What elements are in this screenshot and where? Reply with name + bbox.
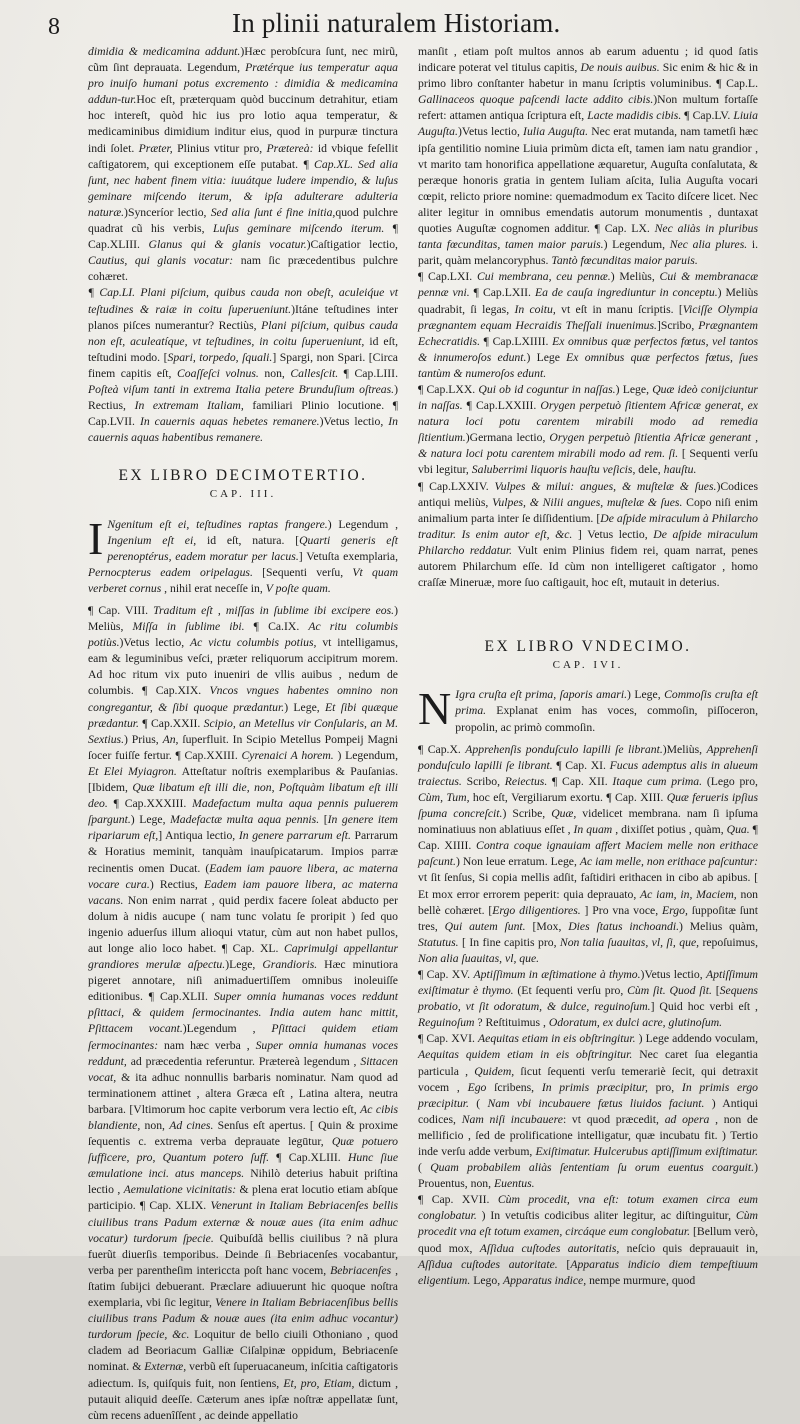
italic-quotation: Prætérque ius temperatur aqua pro inuiſo humani potus excremento : dimidia & medicamina addun- <box>88 61 399 107</box>
italic-quotation: ¶ Cap.XL. Sed alia ſunt, nec habent finem vitia: iuuátque ludere impendio, & luſus geminare miſcendo iterum, & ipſa adulterare adulteria naturæ. <box>88 157 399 219</box>
italic-quotation: Vt quam verberet cornus <box>88 565 399 595</box>
commentary-text: ¶ Cap. XII. <box>547 774 613 788</box>
paragraph <box>88 285 398 446</box>
commentary-text: ¶ Cap.LXXIV. <box>418 479 495 493</box>
italic-quotation: Aemulatione vicinitatis: <box>123 1183 237 1197</box>
commentary-text: id eſt, teſtudini modo. [ <box>88 334 398 364</box>
commentary-text: vt ſit ſenſus, Si copia mellis adſit, faſtidiri erithacen in cibo ab apibus. [ Et mox error errorem peperit: quia deprauato, <box>418 871 758 901</box>
drop-cap: I <box>88 512 104 564</box>
commentary-text: [Mox, <box>525 919 569 933</box>
italic-quotation: Nec alia plures. <box>669 238 748 252</box>
commentary-text: quod pulchre quadrat cũ his verbis, <box>88 205 398 236</box>
paragraph <box>418 44 758 269</box>
italic-quotation: Quæ libatum eſt illi die, non, Poſtquàm libatum eſt illi deo. <box>88 781 399 811</box>
italic-quotation: Cùm ſit. Quod ſit. <box>627 984 712 998</box>
italic-quotation: Ingenium eſt ei, <box>107 533 197 547</box>
commentary-text: dictum , putauit aliquid deeſſe. Cæterum anes ipſæ noſtræ appellatæ ſunt, cùm recens aduenîſſent , ac deinde appellatio <box>88 1376 399 1422</box>
commentary-text: )Itáne teſtudines inter planos piſces numerantur? Rectiùs, <box>88 302 398 332</box>
commentary-text: [ <box>557 1257 571 1271</box>
commentary-text: )Caſtigatior lectio, <box>306 238 398 252</box>
commentary-text: ) Legendum, <box>603 238 670 252</box>
italic-quotation: Cùm, Tum, <box>418 790 470 804</box>
commentary-text: hoc eſt, Vergiliarum exortu. ¶ Cap. XIII. <box>469 790 667 804</box>
italic-quotation: Grandioris. <box>262 958 318 972</box>
italic-quotation: Externæ, <box>144 1360 187 1374</box>
italic-quotation: Contra coque ignauiam affert Maciem melle non erithace paſcunt. <box>418 839 759 869</box>
paragraph <box>418 1031 758 1192</box>
italic-quotation: Cùm procedit, vna eſt: totum examen circa eum conglobatur. <box>418 1193 758 1223</box>
paragraph <box>418 479 758 592</box>
italic-quotation: Euentus. <box>493 1177 535 1191</box>
commentary-text: Explanat enim has voces, commoſin, piſſoceron, propolin, ac primò commoſin. <box>455 704 758 734</box>
commentary-text: ] Vetuſta exemplaria, <box>298 549 399 563</box>
italic-quotation: Pſittaci quidem etiam ſermocinantes: <box>88 1022 399 1052</box>
commentary-text: ¶ Cap.LXIIII. <box>480 334 553 348</box>
commentary-text: repoſuimus, <box>699 935 758 949</box>
italic-quotation: Coaſſeſci volnus. <box>177 366 259 380</box>
commentary-text: ) Non leue erratum. Lege, <box>455 855 580 869</box>
italic-quotation: Non talia ſuauitas, vl, ſi, que, <box>559 935 700 949</box>
italic-quotation: Pernocpterus eadem oripelagus. <box>88 565 253 579</box>
italic-quotation: Apparatus indicio diem tempeſtiuum eligentium. <box>418 1257 758 1287</box>
paragraph <box>88 603 398 1424</box>
italic-quotation: Cùm procedit vna eſt totum examen, circáque eum conglobatur. <box>418 1209 758 1239</box>
commentary-text: ¶ Cap.LIII. <box>338 366 398 380</box>
commentary-text: ) Antiqui codices, <box>418 1096 758 1126</box>
commentary-text: ) Meliùs, <box>610 270 660 284</box>
commentary-text: , dele, <box>632 463 664 477</box>
commentary-text: ¶ Cap. XV. <box>418 967 474 981</box>
italic-quotation: Aſſidua cuſtodes autoritate. <box>418 1257 558 1271</box>
commentary-text: ) Lege, <box>284 700 326 714</box>
italic-quotation: Quæ ferueris ipſius ſpuma concreſcit. <box>418 790 759 821</box>
italic-quotation: Cui & membranacæ pennæ vni. <box>418 270 759 300</box>
commentary-text: ¶ Cap.XLII. <box>148 990 214 1004</box>
commentary-text: Lego, <box>470 1273 504 1287</box>
commentary-text: Plinius vtitur pro, <box>172 141 267 155</box>
italic-quotation: Aſſidua cuſtodes autoritatis, <box>479 1241 620 1255</box>
italic-quotation: Ergo, <box>662 903 688 917</box>
commentary-text: ſcribens, <box>486 1080 542 1094</box>
italic-quotation: Gallinaceos quoque paſcendi lacte addito cibis. <box>418 93 654 107</box>
italic-quotation: Prætereà: <box>266 141 314 155</box>
paragraph <box>418 967 758 1031</box>
commentary-text: ) Melius quàm, <box>679 919 759 933</box>
paragraph <box>418 742 758 967</box>
commentary-text: nempe murmure, quod <box>586 1273 696 1287</box>
commentary-text: ſuppoſitæ ſunt tres, <box>418 903 758 933</box>
commentary-text: ¶ Cap. XVI. <box>418 1032 479 1046</box>
commentary-text: ( <box>468 1096 488 1110</box>
italic-quotation: Eadem iam pauore libera, ac materna vocare cura. <box>88 861 398 891</box>
commentary-text: )Lege, <box>225 958 263 972</box>
commentary-text: )Germana lectio, <box>465 431 550 445</box>
italic-quotation: De aſpide miraculum Philarcho reddatur. <box>418 527 758 557</box>
commentary-text: nam hæc verba , <box>158 1038 256 1052</box>
commentary-text: nam ſic præcedentibus pulchre cohæret. <box>88 254 398 284</box>
italic-quotation: De nouis auibus. <box>580 61 660 75</box>
page-number: 8 <box>48 14 60 40</box>
italic-quotation: Qua. <box>726 823 750 837</box>
commentary-text: [Sequenti verſu, <box>252 565 353 579</box>
commentary-text: Nec caret ſua elegantia particula , <box>418 1048 758 1078</box>
italic-quotation: Orygen perpetuò ſitientem Africæ generat, ex natura loci potu carentem mirabili modo ad remedia ſitientium. <box>418 399 758 445</box>
commentary-text: Loquitur de bello ciuili Othoniano , quod cladem ad Beoriacum Galliæ Ciſalpinæ oppidum, Bebriacenſe nominat. & <box>88 1328 398 1374</box>
italic-quotation: In primis præcipitur, <box>541 1080 648 1094</box>
commentary-text: familiari Plinio locutione. ¶ Cap.LVII. <box>88 399 398 429</box>
commentary-text: )Vetus lectio, <box>457 125 524 139</box>
commentary-text: )Non multum fortaſſe refert: attamen antiqua ſcriptura eſt, <box>418 93 758 123</box>
commentary-text: ) Prouentus, non, <box>418 1161 758 1191</box>
italic-quotation: Ex omnibus quæ perfectos fœtus, ſues tantùm & numeroſos edunt. <box>418 350 759 380</box>
commentary-text: ¶ Cap.LV. <box>681 109 734 123</box>
italic-quotation: Nam niſi incubauere <box>461 1112 563 1126</box>
italic-quotation: V poſte quam. <box>265 581 331 595</box>
commentary-text: ¶ Cap. XI. <box>552 758 610 772</box>
italic-quotation: In quam <box>573 823 613 837</box>
italic-quotation: Ea de cauſa ingrediuntur in conceptu. <box>534 286 718 300</box>
commentary-text: : vt quod præcedit, <box>562 1112 665 1126</box>
left-column <box>88 44 399 1422</box>
italic-quotation: In coitu, <box>514 302 556 316</box>
italic-quotation: Super omnia humanas voces reddunt, <box>88 1038 399 1068</box>
italic-quotation: Vulpes, & Nilii angues, muſtelæ & ſues. <box>492 495 683 509</box>
commentary-text: ) Lege <box>526 350 567 364</box>
italic-quotation: Dies ſtatus inchoandi. <box>568 919 680 933</box>
commentary-text: Hoc eſt, præterquam quòd buccinum detrahitur, etiam hoc intereſt, quòd hic ius pro lotio aqua temperatur, & medicaminibus dimidium inditur eius, quod in purpuræ tinctura indi ſolet. <box>88 93 398 155</box>
commentary-text: ( <box>418 1161 431 1175</box>
commentary-text: ) Lege, <box>627 688 665 702</box>
paragraph <box>418 1192 758 1289</box>
italic-quotation: Miſſa in ſublime ibi. <box>132 620 245 634</box>
italic-quotation: Cyrenaici A horem. <box>241 748 334 762</box>
italic-quotation: Glanus qui & glanis vocatur. <box>148 238 307 252</box>
italic-quotation: Et Elei Myiagron. <box>88 764 177 778</box>
italic-quotation: Saluberrimi liquoris hauſtu veſicis <box>471 463 633 477</box>
italic-quotation: hauſtu. <box>663 463 697 477</box>
commentary-text: Nec erat mutanda, nam tametſi hæc ipſa gentilitio nomine Liuia primùm dicta eſt, tamen iam natu grandior , vt marito tam honorifica appellatione æquaretur, Auguſta conſalutata, & peræque honoris gratia in gentem Iuliam aſcita, Iulia Auguſta vocari cœpit, relicto priore nomine: quemadmodum ex Tacito diſcere licet. Nec aliter legitur in omnibus emendatis autorum monumentis , duntaxat quoties Auguſtæ cognomen additur. ¶ Cap. LX. <box>418 125 759 236</box>
commentary-text: )Vetus lectio, <box>319 415 389 429</box>
commentary-text: [ <box>711 984 720 998</box>
commentary-text: i. parit, quàm melancoryphus. <box>418 238 759 268</box>
chapter-heading: CAP. III. <box>209 488 277 501</box>
italic-quotation: Ad cines. <box>169 1119 214 1132</box>
italic-quotation: Super omnia humanas voces reddunt pſittaci, & quidem ſermocinantes. India autem hanc mittit, Pſittacem vocant. <box>88 990 398 1036</box>
italic-quotation: Ac cibis blandiente, <box>88 1102 398 1132</box>
italic-quotation: In genere item ripariarum eſt, <box>88 813 398 843</box>
commentary-text: vt intelligamus, eam & leguminibus veſci, præter reliquorum accipitrum morem. Ad hoc ritum vix puto inueniri de vllis auibus , nedum de columbis. <box>88 636 399 698</box>
italic-quotation: ¶ Cap.LI. Plani piſcium, quibus cauda non obeſt, aculeiq́ue vt teſtudines & raiæ in coitu ſuperueniunt. <box>88 286 398 316</box>
commentary-text: Atteſtatur noſtris exemplaribus & Pauſanias. [Ibidem, <box>88 764 399 795</box>
commentary-text: ) Lege addendo voculam, <box>635 1032 758 1046</box>
commentary-text: )Legendum , <box>182 1022 272 1036</box>
italic-quotation: Apprehenſi ponduſculo lapilli ſe librant. <box>418 742 758 772</box>
commentary-text: ) Meliùs, <box>88 604 398 634</box>
commentary-text: ¶ Cap.XXXIII. <box>107 797 193 811</box>
commentary-text: Senſus eſt apertus. [ Quin & proxime ſequentis c. extrema verba deprauate legūtur, <box>88 1119 398 1149</box>
commentary-text: ¶ Cap. XVII. <box>418 1193 498 1207</box>
paragraph <box>418 269 758 382</box>
commentary-text: manſit , etiam poſt multos annos ab earum aduentu ; id quod ſatis indicare poterat vel titulus capitis, <box>418 45 758 75</box>
commentary-text: ) Scribe, <box>502 807 552 821</box>
commentary-text: ) Lege, <box>130 813 171 827</box>
commentary-text: , nihil erat neceſſe in, <box>161 581 266 595</box>
italic-quotation: Præter, <box>138 141 173 155</box>
italic-quotation: Quæ ideò conijciuntur in naſſas. <box>418 382 758 413</box>
chapter-heading: CAP. IVI. <box>552 659 624 672</box>
right-column <box>418 44 759 1287</box>
italic-quotation: Vncos vngues habentes omnino non congregantur, & ſibi quoque prædantur. <box>88 684 398 714</box>
italic-quotation: Aptiſſimum in æſtimatione à thymo. <box>473 967 641 981</box>
commentary-text: non bellè cohæret. [ <box>418 887 758 917</box>
commentary-text: ad præcedentia referuntur. Prætereà legendum , <box>126 1054 361 1068</box>
commentary-text: ¶ Cap.XLIII. <box>269 1151 348 1165</box>
italic-quotation: In extremam Italiam, <box>134 399 244 413</box>
italic-quotation: Quidem, <box>474 1064 515 1078</box>
italic-quotation: Venere in Italiam Bebriacenſibus bellis ciuilibus trans Padum & nouæ aues (ita enim adhuc vocantur) turdorum ſpecie, &c. <box>88 1296 398 1342</box>
paragraph <box>418 683 758 735</box>
italic-quotation: Viciſſe Olympia prægnantem equam Hecraidis Theſſali inuenimus. <box>418 302 758 332</box>
commentary-text: ] Vetus lectio, <box>572 527 654 541</box>
commentary-text: )Vetus lectio, <box>640 967 707 981</box>
commentary-text: ¶ Cap.LXI. <box>418 270 477 284</box>
book-heading: EX LIBRO VNDECIMO. <box>484 638 692 656</box>
commentary-text: [ Sequenti verſu vbi legitur, <box>418 447 758 477</box>
commentary-text: ¶ Ca.IX. <box>244 620 309 634</box>
commentary-text: ¶ Cap.LXXIII. <box>462 399 541 413</box>
paragraph <box>88 44 398 285</box>
italic-quotation: Orygen perpetuò ſitientia Africæ generant , & natura loci potu carentem mirabili modo ad rem. ſi. <box>418 431 758 461</box>
italic-quotation: Callesſcit. <box>290 366 339 380</box>
italic-quotation: Scipio, an Metellus vir Conſularis, an M. Sextius. <box>88 716 398 746</box>
commentary-text: Nihilò deterius habuit priſtina lectio , <box>88 1167 398 1197</box>
italic-quotation: De aſpide miraculum à Philarcho traditur. Is enim autor eſt, &c. <box>418 511 758 541</box>
italic-quotation: Prægnantem Echecratidis. <box>418 318 758 348</box>
italic-quotation: An, <box>162 732 179 746</box>
italic-quotation: Quæ, <box>551 807 577 821</box>
italic-quotation: Ex omnibus quæ perfectos fœtus, vel tantos & innumeroſos edunt. <box>418 334 758 364</box>
commentary-text: ? Reſtituimus , <box>474 1016 549 1030</box>
commentary-text: videlicet membrana. nam ſi ipſuma nominatiuus non ablatiuus eſſet , <box>418 807 759 837</box>
italic-quotation: Madefactæ multa aqua pennis. <box>170 813 320 827</box>
italic-quotation: Apprehenſis ponduſculo lapilli ſe librant. <box>465 742 663 756</box>
italic-quotation: Igra cruſta eſt prima, ſaporis amari. <box>455 688 628 702</box>
commentary-text: ¶ Cap. XIIII. <box>418 823 758 853</box>
italic-quotation: Non alia ſuauitas, vl, que. <box>418 951 540 965</box>
italic-quotation: Ac victu columbis potius, <box>190 636 317 650</box>
running-title: In plinii naturalem Historiam. <box>232 8 561 38</box>
italic-quotation: Itaque cum prima. <box>612 774 703 788</box>
commentary-text: non, <box>140 1119 170 1132</box>
italic-quotation: Sed alia ſunt é fine initia, <box>210 205 336 219</box>
italic-quotation: Ergo diligentiores. <box>492 903 581 917</box>
commentary-text: ] Antiqua lectio, <box>158 829 239 843</box>
commentary-text: ¶ Cap. VIII. <box>88 604 154 617</box>
commentary-text: , dixiſſet potius , quàm, <box>612 823 727 837</box>
italic-quotation: Vulpes & milui: angues, & muſtelæ & ſues. <box>494 479 717 493</box>
commentary-text: Sic enim & hic & in primo libro conſtanter habetur in manu ſcriptis voluminibus. ¶ Cap.L. <box>418 61 759 91</box>
italic-quotation: Cui membrana, ceu pennæ. <box>476 270 611 284</box>
commentary-text: ) In vetuſtis codicibus aliter legitur, ac diſtinguitur, <box>476 1209 736 1223</box>
italic-quotation: Exiſtimatur. Hulcerubus aptiſſimum exiſtimatur. <box>535 1145 758 1158</box>
commentary-text: ¶ Cap.XIX. <box>142 684 210 698</box>
italic-quotation: Aptiſſimum exiſtimatur è thymo. <box>418 967 758 998</box>
commentary-text: )Synceríor lectio, <box>124 205 211 219</box>
italic-quotation: Cautius, qui glanis vocatur: <box>88 254 234 268</box>
commentary-text: non, <box>258 366 291 380</box>
commentary-text: Hæc minutiora pigeret annotare, niſi animaduertiſſem omnibus inoleuiſſe editionibus. <box>88 958 399 1004</box>
italic-quotation: Ac iam, in, Maciem, <box>640 887 737 901</box>
commentary-text: & ita adhuc nonnullis barbaris nominatur. Nam quod ad terminationem attinet , altera Græca eſt , Latina altera, neutra barbara. [Vltimorum hoc capite verborum vera lectio eſt, <box>88 1070 398 1116</box>
italic-quotation: Odoratum, ex dulci acre, glutinoſum. <box>548 1016 723 1030</box>
commentary-text: )Codices antiqui meliùs, <box>418 479 759 509</box>
italic-quotation: In genere parrarum eſt. <box>238 829 351 843</box>
commentary-text: Non enim narrat , quid perdix facere ſoleat abducto per dolum à nidis aucupe ( nam tunc volatu ſe proripit ) ſed quo ingenio aduerſus illum alioqui vtatur, cùm aut non habet pullos, aut longe alio loco habet. <box>88 893 398 955</box>
commentary-text: neſcio quis deprauauit in, <box>619 1241 758 1255</box>
commentary-text: ¶ Cap.XLIII. <box>88 222 399 252</box>
commentary-text: , non de mellificio , ſed de prolificatione intelligatur, quæ incubatu fit. ) Tertio inde verſu adde verbum, <box>418 1112 758 1158</box>
italic-quotation: Et ſibi quæque prædantur. <box>88 700 398 730</box>
italic-quotation: Poſteà viſum tanti in extrema Italia petere Brunduſium oſtreas. <box>88 382 395 396</box>
italic-quotation: In primis ergo præcipitur. <box>418 1080 759 1110</box>
book-heading: EX LIBRO DECIMOTERTIO. <box>118 467 368 485</box>
commentary-text: (Lego pro, <box>702 774 758 788</box>
italic-quotation: Commoſis cruſta eſt prima. <box>455 688 758 718</box>
commentary-text: ¶ Cap.X. <box>418 742 466 756</box>
commentary-text: Scribo, <box>461 774 505 788</box>
italic-quotation: Statutus. <box>418 935 459 949</box>
italic-quotation: In cauernis aquas hebetes remanere. <box>139 415 320 429</box>
commentary-text: ſicut ſequenti verſu temerariè ſecit, qui detraxit vocem , <box>418 1064 758 1094</box>
italic-quotation: Ac iam melle, non erithace paſcuntur: <box>579 855 758 869</box>
italic-quotation: Reguinoſum <box>418 1016 475 1030</box>
italic-quotation: Traditum eſt , miſſas in ſublime ibi excipere eos. <box>153 604 395 617</box>
commentary-text: ) Rectius, <box>149 877 204 891</box>
italic-quotation: Liuia Auguſta. <box>418 109 758 139</box>
commentary-text: Vult enim Plinius fidem rei, quam narrat, penes autorem Philarchum eſſe. Id cùm non intelligeret caſtigator , homo craſſæ Mineruæ, more ſuo caſtigauit, hoc eſt, mutauit in deterius. <box>418 543 758 590</box>
italic-quotation: In cauernis aquas habentibus remanere. <box>88 415 399 445</box>
italic-quotation: dimidia & medicamina addunt. <box>88 45 241 58</box>
commentary-text: verbũ eſt ſuperuacaneum, inſcitia caſtigatoris adiectum. Is, quiſquis fuit, non ſentiens, <box>88 1360 398 1390</box>
italic-quotation: Apparatus indice, <box>503 1273 587 1287</box>
commentary-text: (Et ſequenti verſu pro, <box>513 984 628 998</box>
italic-quotation: Quæ potuero ſufficere, pro, Quantum potero ſuff. <box>88 1135 398 1165</box>
italic-quotation: Ac ritu columbis potiùs. <box>88 620 398 650</box>
italic-quotation: Bebriacenſes <box>330 1263 392 1277</box>
italic-quotation: Venerunt in Italiam Bebriacenſes bellis ciuilibus trans Padum externæ & nouæ aues (ita enim adhuc vocatur) turdorum ſpecie. <box>88 1199 399 1245</box>
italic-quotation: tur. <box>121 93 137 107</box>
italic-quotation: Hunc ſiue æmulatione inci. atus manceps. <box>88 1151 399 1181</box>
commentary-text: ) Prius, <box>124 732 163 746</box>
commentary-text: ) Legendum, <box>333 748 398 762</box>
commentary-text: id eſt, natura. [ <box>196 533 300 547</box>
italic-quotation: Luſus geminare miſcendo iterum. <box>212 222 385 236</box>
commentary-text: , ſtatim ſubijci debuerant. Præclare adiuuerunt hic quoque noſtra exemplaria, vbi ſic legitur, <box>88 1263 398 1310</box>
commentary-text: ) Meliùs quadrabit, ſi legas, <box>418 286 759 316</box>
italic-quotation: Madefactum multa aqua pennis puluerem ſpargunt. <box>88 797 399 827</box>
commentary-text: )Vetus lectio, <box>119 636 191 650</box>
italic-quotation: Eadem iam pauore libera, ac materna vacans. <box>88 877 398 907</box>
italic-quotation: Fucus ademptus alis in alueum traiectus. <box>418 758 758 788</box>
commentary-text: ] Pro vna voce, <box>580 903 663 917</box>
italic-quotation: Et, pro, Etiam, <box>283 1376 355 1390</box>
italic-quotation: ad opera <box>664 1112 710 1126</box>
commentary-text: ) Legendum , <box>327 517 399 531</box>
commentary-text: )Hæc perobſcura ſunt, nec mirũ, cũm ſint deprauata. Legendum, <box>88 45 398 75</box>
italic-quotation: Ngenitum eſt ei, teſtudines raptas frangere. <box>107 517 328 531</box>
commentary-text: vt eſt in manu ſcriptis. [ <box>555 302 683 316</box>
italic-quotation: Qui ob id coguntur in naſſas. <box>478 382 616 396</box>
paragraph <box>88 512 399 597</box>
commentary-text: & plena erat locutio etiam abſque participio. ¶ Cap. XLIX. <box>88 1183 398 1213</box>
italic-quotation: Nam vbi incubauere fætus liuidos faciunt. <box>487 1096 705 1110</box>
drop-cap: N <box>418 683 452 735</box>
italic-quotation: Sequens probatio, vt ſit odoratum, & dulce, reguinoſum. <box>418 984 758 1014</box>
italic-quotation: Quam probabilem aliàs ſententiam ſu orum euentus coarguit. <box>430 1161 755 1175</box>
italic-quotation: Lacte madidis cibis. <box>587 109 682 123</box>
commentary-text: ſuperfluit. In Scipio Metellus Pompeij Magni ſocer fuiſſe fertur. ¶ Cap.XXIII. <box>88 732 398 762</box>
italic-quotation: Aequitas etiam in eis obſtringitur. <box>478 1032 636 1046</box>
italic-quotation: Iulia Auguſta. <box>523 125 589 139</box>
commentary-text: ¶ Cap.XXII. <box>138 716 204 730</box>
commentary-text: Copo niſi enim animalium parta inter ſe diſſidentium. [ <box>418 495 759 525</box>
commentary-text: ] Spargi, non Spari. [Circa finem capitis eſt, <box>88 350 398 380</box>
italic-quotation: Quarti generis eſt perenoptérus, eadem moratur per lacus. <box>107 533 398 563</box>
italic-quotation: Plani piſcium, quibus cauda non eſt, aculeatíque, vt teſtudines, in coitu ſuperueniunt, <box>88 318 398 348</box>
commentary-text: ¶ Cap. XL. <box>221 941 285 955</box>
commentary-text: ¶ Cap.LXX. <box>418 382 479 396</box>
commentary-text: [ In fine capitis pro, <box>458 935 560 949</box>
commentary-text: id vbique feſellit caſtigatorem, qui exceptionem eſſe putabat. <box>88 141 398 171</box>
italic-quotation: Spari, torpedo, ſquali. <box>167 350 273 364</box>
commentary-text: Quibuſdã bellis ciuilibus ? nã plura fuerũt diuerſis temporibus. Deinde ſi Bebriacenſes vocabantur, verba per parentheſim intericcta poſt hanc vocem, <box>88 1231 398 1277</box>
italic-quotation: Tantò fœcunditas maior paruis. <box>551 254 698 268</box>
italic-quotation: Ego <box>467 1080 487 1094</box>
italic-quotation: Nec aliàs in pluribus tanta fœcunditas, tamen maior paruis. <box>418 222 758 252</box>
commentary-text: [Bellum verò, quod mox, <box>418 1225 758 1255</box>
commentary-text: ] Quid hoc verbi eſt , <box>650 1000 758 1014</box>
italic-quotation: Qui autem ſunt. <box>444 919 526 933</box>
commentary-text: pro, <box>647 1080 682 1094</box>
commentary-text: )Meliùs, <box>662 742 707 756</box>
italic-quotation: Reiectus. <box>504 774 548 788</box>
commentary-text: [ <box>319 813 328 827</box>
commentary-text: ) Lege, <box>615 382 653 396</box>
italic-quotation: Sittacen vocat, <box>88 1054 398 1084</box>
commentary-text: ¶ Cap.LXII. <box>469 286 535 300</box>
commentary-text: ) Rectius, <box>88 382 398 413</box>
italic-quotation: Aequitas quidem etiam in eis obſtringitur. <box>418 1048 633 1062</box>
paragraph <box>418 382 758 479</box>
commentary-text: Parrarum & Horatius meminit, tanquàm inauſpicatarum. Impios parræ recinentis omen Ducat. ( <box>88 829 398 875</box>
commentary-text: ]Scribo, <box>656 318 699 332</box>
italic-quotation: Caprimulgi appellantur grandiores merulæ aſpectu. <box>88 941 398 972</box>
